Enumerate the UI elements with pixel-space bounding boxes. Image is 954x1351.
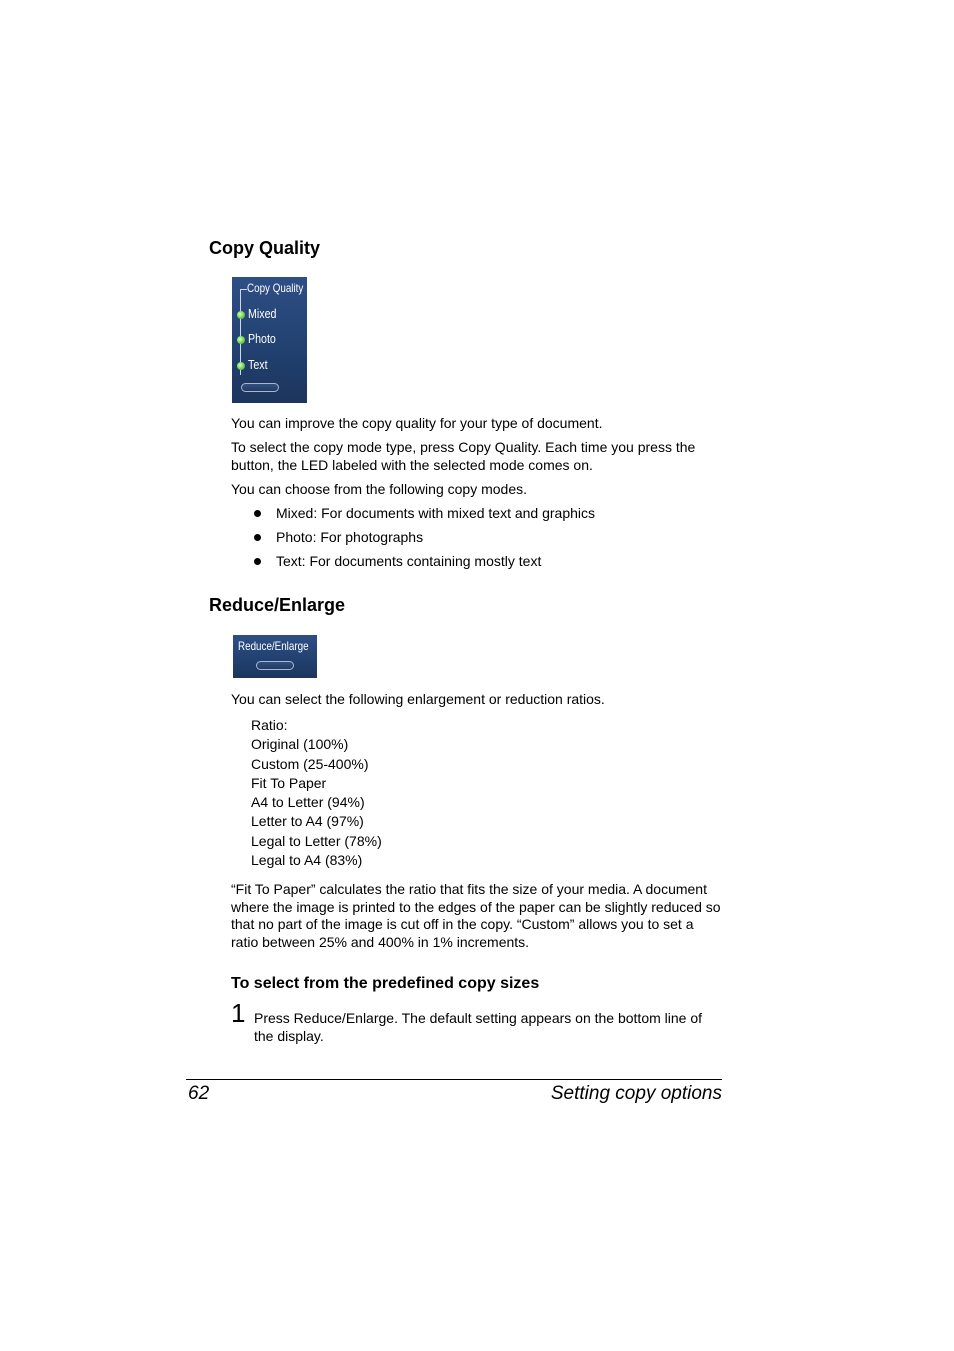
reduce-enlarge-heading: Reduce/Enlarge [209,595,346,615]
page-number: 62 [188,1083,210,1104]
copy-quality-panel-header: Copy Quality [247,281,304,295]
copy-quality-panel-image [232,277,307,403]
copy-modes-list [254,505,595,577]
text-led-icon [237,362,245,370]
list-item: Custom (25-400%) [251,755,369,772]
photo-led-icon [237,336,245,344]
reduce-enlarge-panel-image [233,635,317,678]
list-item: Photo: For photographs [254,529,595,553]
footer-section-title: Setting copy options [550,1083,722,1104]
reduce-enlarge-intro: You can select the following enlargement or reduction ratios. [231,691,605,707]
fit-to-paper-explanation: “Fit To Paper” calculates the ratio that fits the size of your media. A document where the image is printed to the edges of the paper can be slightly reduced so that no part of the image is cut off in the copy. “Custom” allows you to set a ratio between 25% and 400% in 1% increments. [231,881,721,950]
copy-quality-heading: Copy Quality [209,238,321,258]
list-item: Ratio: [251,717,288,733]
list-item: Letter to A4 (97%) [251,813,364,830]
reduce-enlarge-panel-header: Reduce/Enlarge [238,639,309,653]
ratio-list [251,716,382,870]
copy-quality-intro: You can improve the copy quality for your type of document. [231,415,603,431]
bullet-icon [254,510,261,517]
reduce-enlarge-button-icon [256,661,294,670]
bullet-icon [254,534,261,541]
step-text: Press Reduce/Enlarge. The default setting appears on the bottom line of the display. [254,1010,703,1044]
list-item: A4 to Letter (94%) [251,794,365,811]
list-item: Legal to Letter (78%) [251,832,382,849]
procedure-heading: To select from the predefined copy sizes [231,975,540,992]
list-item: Text: For documents containing mostly text [254,553,595,577]
list-item: Legal to A4 (83%) [251,852,363,869]
list-item: Mixed: For documents with mixed text and graphics [254,505,595,529]
list-item: Fit To Paper [251,774,327,791]
copy-quality-instructions: To select the copy mode type, press Copy Quality. Each time you press the button, the LED labeled with the selected mode comes on. [231,439,696,473]
bullet-icon [254,558,261,565]
list-item: Original (100%) [251,736,349,753]
panel-option-photo: Photo [248,331,276,346]
copy-quality-modes-intro: You can choose from the following copy modes. [231,481,527,497]
panel-option-text: Text [248,357,268,372]
mixed-led-icon [237,311,245,319]
footer-divider [186,1079,722,1080]
panel-option-mixed: Mixed [248,306,277,321]
copy-quality-button-icon [241,383,279,392]
step-number: 1 [231,998,246,1028]
